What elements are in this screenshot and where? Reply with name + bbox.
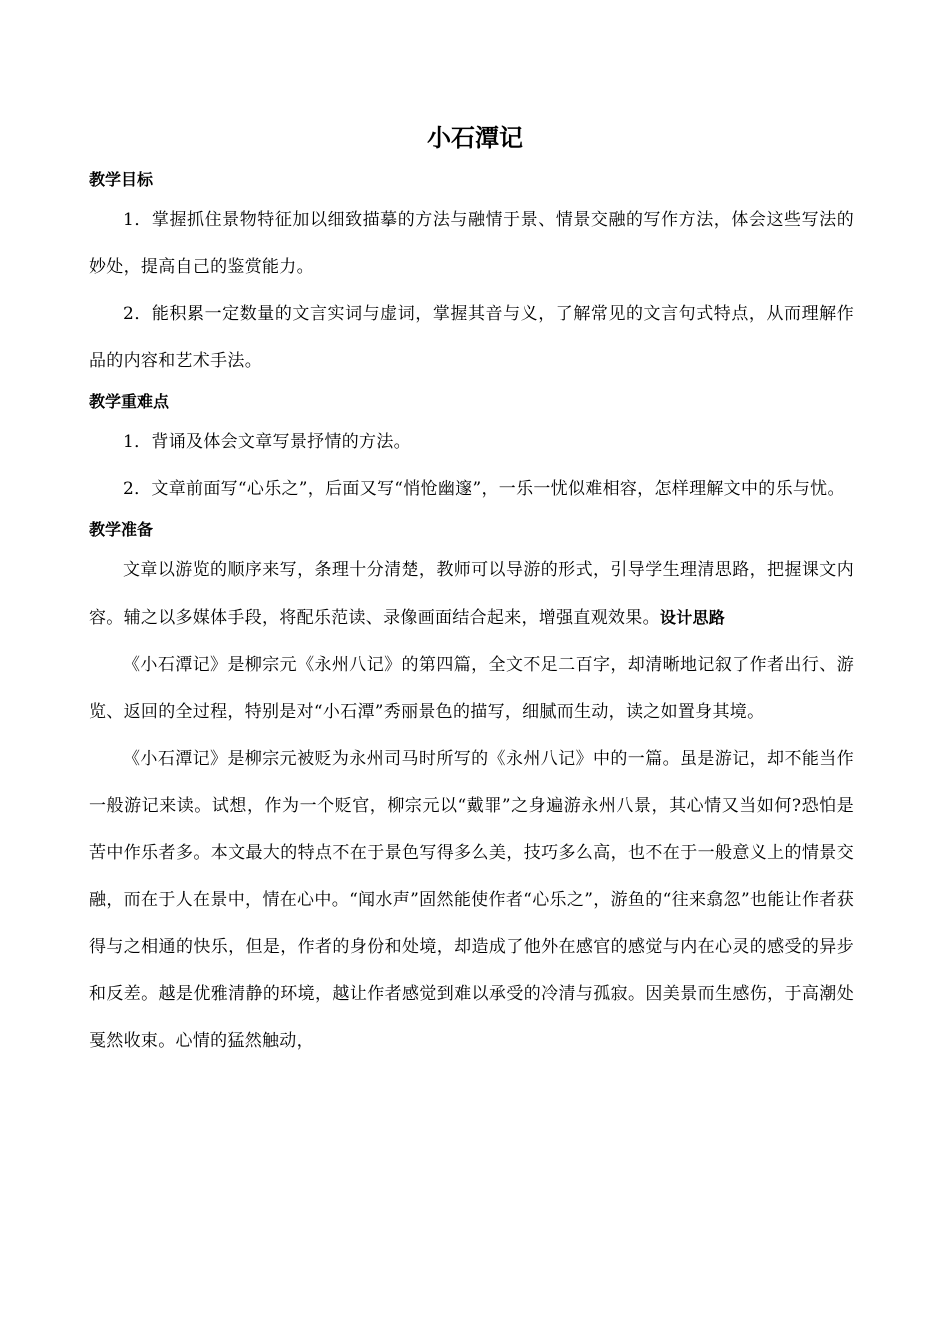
section-heading-design: 设计思路 — [659, 608, 726, 627]
section-heading-preparation: 教学准备 — [89, 520, 154, 539]
goal-item-1: 1．掌握抓住景物特征加以细致描摹的方法与融情于景、情景交融的写作方法，体会这些写法的妙处，提高自己的鉴赏能力。 — [89, 210, 854, 277]
design-paragraph-2: 《小石潭记》是柳宗元被贬为永州司马时所写的《永州八记》中的一篇。虽是游记，却不能当作一般游记来读。试想，作为一个贬官，柳宗元以“戴罪”之身遍游永州八景，其心情又当如何?恐怕是苦中作乐者多。本文最大的特点不在于景色写得多么美，技巧多么高，也不在于一般意义上的情景交融，而在于人在景中，情在心中。“闻水声”固然能使作者“心乐之”，游鱼的“往来翕忽”也能让作者获得与之相通的快乐，但是，作者的身份和处境，却造成了他外在感官的感觉与内在心灵的感受的异步和反差。越是优雅清静的环境，越让作者感觉到难以承受的冷清与孤寂。因美景而生感伤，于高潮处戛然收束。心情的猛然触动， — [89, 749, 854, 1051]
key-point-item-1: 1．背诵及体会文章写景抒情的方法。 — [123, 432, 411, 452]
document-body — [89, 163, 854, 1065]
design-paragraph-1: 《小石潭记》是柳宗元《永州八记》的第四篇，全文不足二百字，却清晰地记叙了作者出行、游览、返回的全过程，特别是对“小石潭”秀丽景色的描写，细腻而生动，读之如置身其境。 — [89, 655, 854, 722]
preparation-text: 文章以游览的顺序来写，条理十分清楚，教师可以导游的形式，引导学生理清思路，把握课文内容。辅之以多媒体手段，将配乐范读、录像画面结合起来，增强直观效果。 — [89, 560, 854, 628]
document-title: 小石潭记 — [427, 124, 523, 152]
goal-item-2: 2．能积累一定数量的文言实词与虚词，掌握其音与义，了解常见的文言句式特点，从而理解作品的内容和艺术手法。 — [89, 304, 854, 371]
key-point-item-2: 2．文章前面写“心乐之”，后面又写“悄怆幽邃”，一乐一忧似难相容，怎样理解文中的乐与忧。 — [123, 479, 845, 499]
preparation-paragraph — [89, 547, 854, 642]
section-heading-key-points: 教学重难点 — [89, 392, 170, 411]
section-heading-goals: 教学目标 — [89, 170, 154, 189]
